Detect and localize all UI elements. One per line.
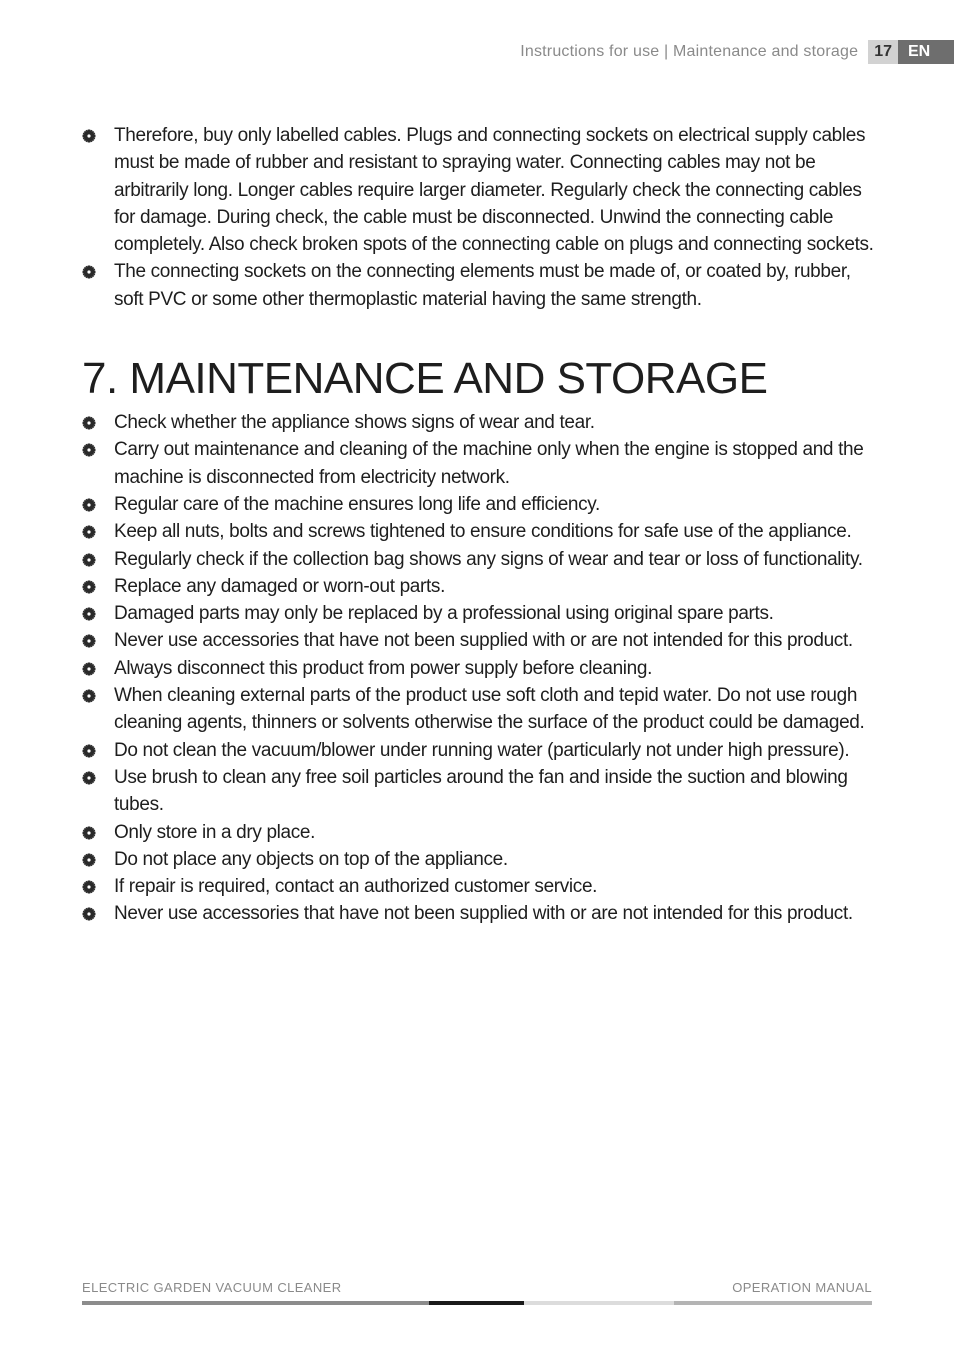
list-item-text: Carry out maintenance and cleaning of the machine only when the engine is stopped and the machine is disconnected from electricity network. <box>114 439 864 488</box>
list-item <box>82 122 882 258</box>
list-item-text: Check whether the appliance shows signs of wear and tear. <box>114 412 595 434</box>
list-item-text: The connecting sockets on the connecting elements must be made of, or coated by, rubber, soft PVC or some other thermoplastic material having the same strength. <box>114 261 851 310</box>
footer-divider-bar <box>82 1301 872 1305</box>
gear-bullet-icon <box>82 880 96 894</box>
list-item <box>82 873 882 900</box>
gear-bullet-icon <box>82 662 96 676</box>
list-item-text: Use brush to clean any free soil particles around the fan and inside the suction and blowing tubes. <box>114 766 848 816</box>
language-badge: EN <box>898 40 954 64</box>
footer-bar-segment <box>524 1301 674 1305</box>
list-item <box>82 764 882 819</box>
gear-bullet-icon <box>82 498 96 512</box>
header-title: Instructions for use | Maintenance and storage <box>520 43 859 60</box>
list-item <box>82 409 882 436</box>
list-item <box>82 518 882 545</box>
gear-bullet-icon <box>82 129 96 143</box>
list-item <box>82 900 882 927</box>
footer-bar-segment <box>429 1301 524 1305</box>
list-item-text: Replace any damaged or worn-out parts. <box>114 575 446 597</box>
gear-bullet-icon <box>82 826 96 840</box>
list-item-text: Always disconnect this product from power supply before cleaning. <box>114 657 653 679</box>
gear-bullet-icon <box>82 744 96 758</box>
gear-bullet-icon <box>82 580 96 594</box>
list-item <box>82 600 882 627</box>
gear-bullet-icon <box>82 525 96 539</box>
list-item-text: Keep all nuts, bolts and screws tightened to ensure conditions for safe use of the appliance. <box>114 521 852 543</box>
list-item <box>82 627 882 654</box>
list-item <box>82 737 882 764</box>
list-item-text: Do not clean the vacuum/blower under running water (particularly not under high pressure). <box>114 739 850 761</box>
main-content <box>82 122 882 928</box>
page-header <box>520 40 954 64</box>
list-item <box>82 682 882 737</box>
footer-product-name: ELECTRIC GARDEN VACUUM CLEANER <box>82 1280 342 1295</box>
footer-bar-segment <box>82 1301 429 1305</box>
list-item <box>82 846 882 873</box>
list-item-text: Never use accessories that have not been supplied with or are not intended for this product. <box>114 630 853 652</box>
gear-bullet-icon <box>82 553 96 567</box>
page-footer <box>82 1280 872 1295</box>
gear-bullet-icon <box>82 771 96 785</box>
list-item-text: Regular care of the machine ensures long life and efficiency. <box>114 493 600 515</box>
list-item <box>82 491 882 518</box>
list-item <box>82 573 882 600</box>
section-title: 7. MAINTENANCE AND STORAGE <box>82 354 768 404</box>
gear-bullet-icon <box>82 416 96 430</box>
list-item-text: If repair is required, contact an authorized customer service. <box>114 876 598 898</box>
gear-bullet-icon <box>82 853 96 867</box>
list-item <box>82 819 882 846</box>
list-item <box>82 258 882 313</box>
list-item-text: Damaged parts may only be replaced by a professional using original spare parts. <box>114 603 774 625</box>
gear-bullet-icon <box>82 907 96 921</box>
gear-bullet-icon <box>82 607 96 621</box>
list-item <box>82 546 882 573</box>
footer-bar-segment <box>674 1301 872 1305</box>
gear-bullet-icon <box>82 265 96 279</box>
page-number: 17 <box>868 40 898 64</box>
list-item-text: Regularly check if the collection bag shows any signs of wear and tear or loss of functionality. <box>114 548 863 570</box>
list-item-text: Never use accessories that have not been supplied with or are not intended for this product. <box>114 903 853 925</box>
list-item-text: Only store in a dry place. <box>114 821 316 843</box>
gear-bullet-icon <box>82 634 96 648</box>
list-item <box>82 655 882 682</box>
intro-bullet-list <box>82 122 882 313</box>
list-item-text: Do not place any objects on top of the appliance. <box>114 848 508 870</box>
list-item-text: Therefore, buy only labelled cables. Plugs and connecting sockets on electrical supply cables must be made of rubber and resistant to spraying water. Connecting cables may not be arbitrarily long. Longer cables require larger diameter. Regularly check the connecting cables for damage. During check, the cable must be disconnected. Unwind the connecting cable completely. Also check broken spots of the connecting cable on plugs and connecting sockets. <box>114 125 874 256</box>
gear-bullet-icon <box>82 443 96 457</box>
maintenance-bullet-list <box>82 409 882 928</box>
list-item <box>82 436 882 491</box>
gear-bullet-icon <box>82 689 96 703</box>
footer-manual-type: OPERATION MANUAL <box>732 1280 872 1295</box>
list-item-text: When cleaning external parts of the product use soft cloth and tepid water. Do not use rough cleaning agents, thinners or solvents otherwise the surface of the product could be damaged. <box>114 685 865 734</box>
